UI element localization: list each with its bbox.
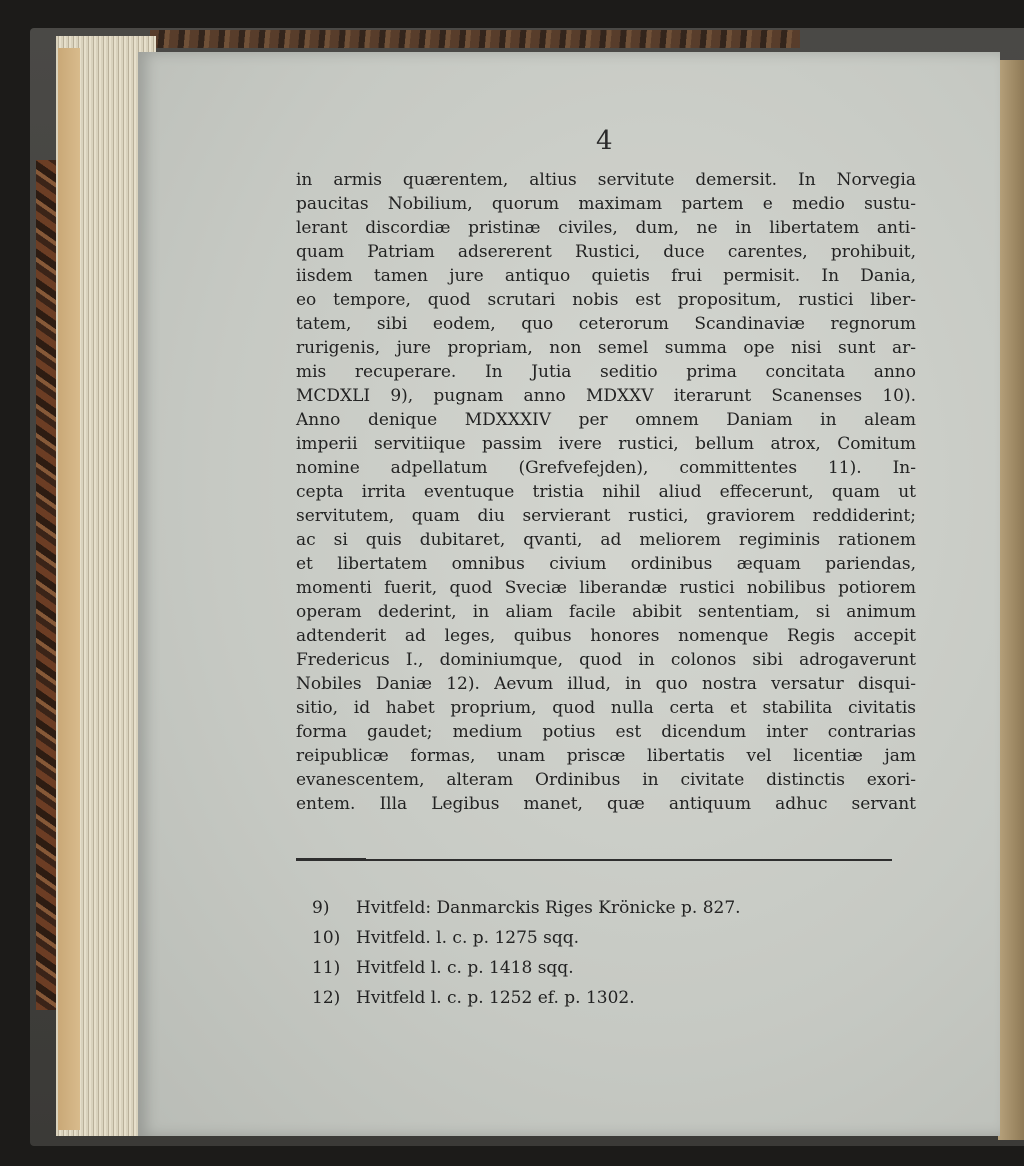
text-line: imperii servitiique passim ivere rustici, bellum atrox, Comitum	[296, 434, 916, 454]
footnote-mark: 10)	[312, 928, 341, 948]
text-line: reipublicæ formas, unam priscæ libertatis vel licentiæ jam	[296, 746, 916, 766]
footnote	[312, 958, 574, 978]
text-line: MCDXLI 9), pugnam anno MDXXV iterarunt Scanenses 10).	[296, 386, 916, 406]
footnote-text: Hvitfeld l. c. p. 1252 ef. p. 1302.	[356, 988, 635, 1008]
text-line: rurigenis, jure propriam, non semel summa ope nisi sunt ar-	[296, 338, 916, 358]
footnote-mark: 11)	[312, 958, 341, 978]
text-line: operam dederint, in aliam facile abibit sententiam, si animum	[296, 602, 916, 622]
page-number: 4	[596, 126, 613, 156]
footnote-mark: 9)	[312, 898, 330, 918]
text-line: et libertatem omnibus civium ordinibus æquam pariendas,	[296, 554, 916, 574]
text-line: servitutem, quam diu servierant rustici, graviorem reddiderint;	[296, 506, 916, 526]
text-line: iisdem tamen jure antiquo quietis frui permisit. In Dania,	[296, 266, 916, 286]
footnote-text: Hvitfeld: Danmarckis Riges Krönicke p. 827.	[356, 898, 741, 918]
text-line: evanescentem, alteram Ordinibus in civitate distinctis exori-	[296, 770, 916, 790]
text-line: nomine adpellatum (Grefvefejden), committentes 11). In-	[296, 458, 916, 478]
text-line: adtenderit ad leges, quibus honores nomenque Regis accepit	[296, 626, 916, 646]
text-line: Anno denique MDXXXIV per omnem Daniam in aleam	[296, 410, 916, 430]
footnote	[312, 898, 741, 918]
text-line: forma gaudet; medium potius est dicendum inter contrarias	[296, 722, 916, 742]
text-line: tatem, sibi eodem, quo ceterorum Scandinaviæ regnorum	[296, 314, 916, 334]
cover-marbling-top	[150, 30, 800, 48]
text-line: eo tempore, quod scrutari nobis est propositum, rustici liber-	[296, 290, 916, 310]
footnote-text: Hvitfeld. l. c. p. 1275 sqq.	[356, 928, 580, 948]
text-line: sitio, id habet proprium, quod nulla certa et stabilita civitatis	[296, 698, 916, 718]
text-line: Nobiles Daniæ 12). Aevum illud, in quo nostra versatur disqui-	[296, 674, 916, 694]
footnote-text: Hvitfeld l. c. p. 1418 sqq.	[356, 958, 574, 978]
text-line: quam Patriam adsererent Rustici, duce carentes, prohibuit,	[296, 242, 916, 262]
right-page-edge	[998, 60, 1024, 1140]
footnote	[312, 988, 635, 1008]
text-line: lerant discordiæ pristinæ civiles, dum, ne in libertatem anti-	[296, 218, 916, 238]
footnote-mark: 12)	[312, 988, 341, 1008]
text-line: paucitas Nobilium, quorum maximam partem e medio sustu-	[296, 194, 916, 214]
text-line: in armis quærentem, altius servitute demersit. In Norvegia	[296, 170, 916, 190]
text-line: entem. Illa Legibus manet, quæ antiquum adhuc servant	[296, 794, 916, 814]
text-line: Fredericus I., dominiumque, quod in colonos sibi adrogaverunt	[296, 650, 916, 670]
footnote-rule	[296, 859, 892, 861]
text-line: mis recuperare. In Jutia seditio prima concitata anno	[296, 362, 916, 382]
text-line: ac si quis dubitaret, qvanti, ad meliorem regiminis rationem	[296, 530, 916, 550]
footnote	[312, 928, 579, 948]
page-edge-tint	[58, 48, 80, 1130]
text-line: cepta irrita eventuque tristia nihil aliud effecerunt, quam ut	[296, 482, 916, 502]
text-line: momenti fuerit, quod Sveciæ liberandæ rustici nobilibus potiorem	[296, 578, 916, 598]
